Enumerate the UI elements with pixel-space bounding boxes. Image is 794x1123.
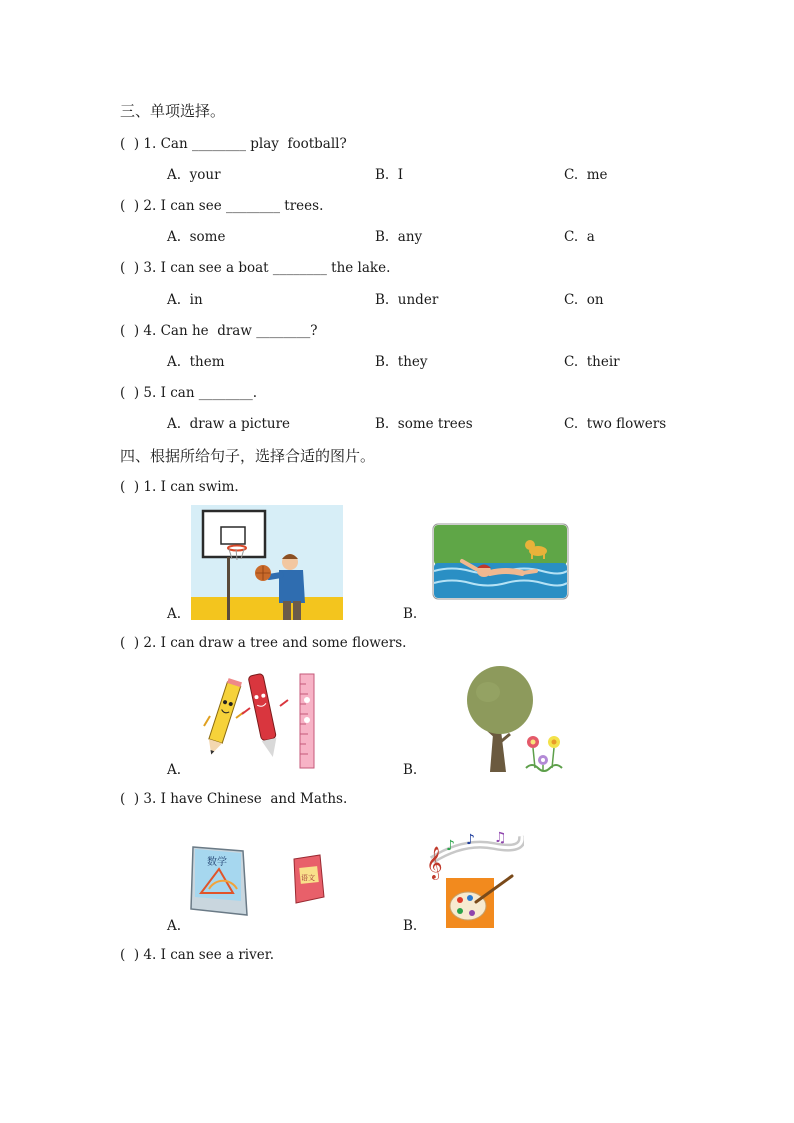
s4-question-2: ( ) 2. I can draw a tree and some flowers.	[120, 635, 407, 651]
svg-text:♪: ♪	[466, 832, 475, 848]
s4-q2-label-a: A.	[167, 762, 182, 778]
music-and-art-image	[424, 830, 524, 932]
maths-book-image	[189, 843, 251, 917]
svg-text:♫: ♫	[494, 830, 507, 846]
chinese-book-image	[290, 853, 326, 905]
s3-q2-option-c: C. a	[564, 229, 595, 245]
s4-question-1: ( ) 1. I can swim.	[120, 479, 239, 495]
tree-and-flowers-image	[466, 664, 570, 776]
s3-q5-option-a: A. draw a picture	[167, 416, 291, 432]
s3-q3-option-b: B. under	[375, 292, 439, 308]
chinese-book-title: 语文	[301, 874, 315, 882]
s3-q3-option-c: C. on	[564, 292, 604, 308]
s3-question-2: ( ) 2. I can see ________ trees.	[120, 198, 324, 214]
s3-question-4: ( ) 4. Can he draw ________?	[120, 323, 318, 339]
s3-q2-option-b: B. any	[375, 229, 423, 245]
s3-q1-option-c: C. me	[564, 167, 608, 183]
s4-question-3: ( ) 3. I have Chinese and Maths.	[120, 791, 348, 807]
s4-q2-label-b: B.	[403, 762, 418, 778]
section4-heading: 四、根据所给句子，选择合适的图片。	[120, 447, 376, 465]
s3-question-1: ( ) 1. Can ________ play football?	[120, 136, 347, 152]
svg-text:𝄞: 𝄞	[426, 846, 443, 879]
s3-q2-option-a: A. some	[167, 229, 226, 245]
swimmer-image	[432, 523, 569, 600]
s3-q4-option-b: B. they	[375, 354, 428, 370]
stationery-image	[202, 668, 324, 770]
s3-question-5: ( ) 5. I can ________.	[120, 385, 258, 401]
s3-question-3: ( ) 3. I can see a boat ________ the lake.	[120, 260, 391, 276]
svg-text:♪: ♪	[446, 838, 455, 854]
s4-question-4: ( ) 4. I can see a river.	[120, 947, 274, 963]
s4-q3-label-b: B.	[403, 918, 418, 934]
s4-q1-label-b: B.	[403, 606, 418, 622]
s4-q1-label-a: A.	[167, 606, 182, 622]
basketball-player-image	[191, 505, 343, 620]
maths-book-title: 数学	[207, 857, 227, 868]
section3-heading: 三、单项选择。	[120, 102, 226, 120]
s3-q5-option-b: B. some trees	[375, 416, 473, 432]
s3-q4-option-c: C. their	[564, 354, 620, 370]
s3-q3-option-a: A. in	[167, 292, 203, 308]
s3-q1-option-b: B. I	[375, 167, 404, 183]
s3-q1-option-a: A. your	[167, 167, 221, 183]
s4-q3-label-a: A.	[167, 918, 182, 934]
s3-q5-option-c: C. two flowers	[564, 416, 667, 432]
s3-q4-option-a: A. them	[167, 354, 225, 370]
